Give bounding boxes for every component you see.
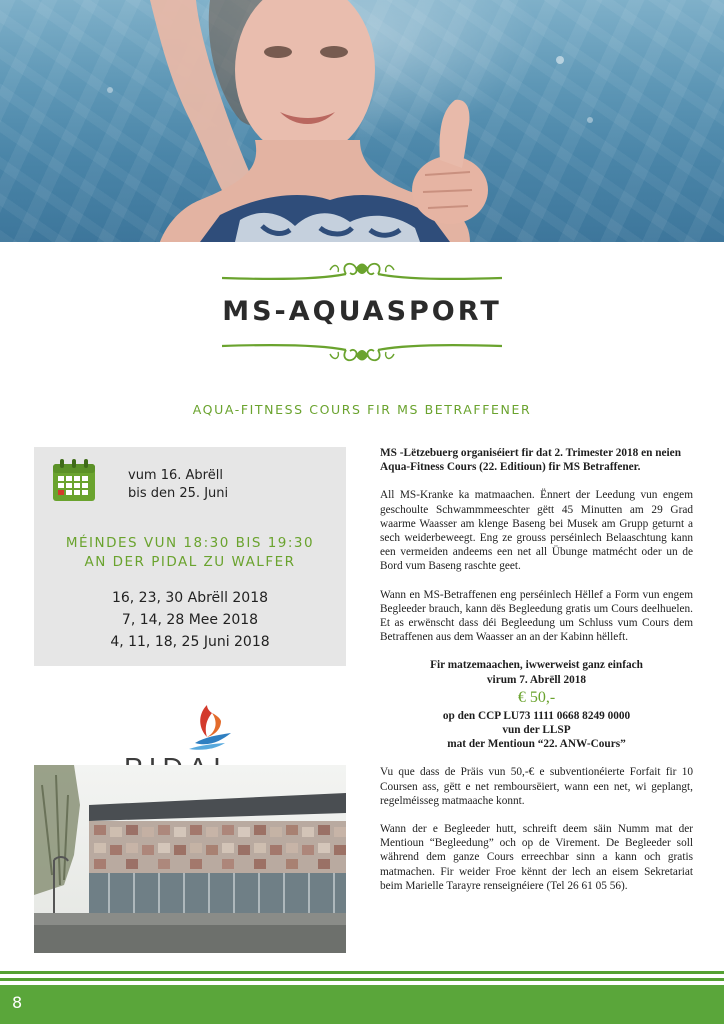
payment-reference: mat der Mentioun “22. ANW-Cours” (447, 738, 626, 751)
footer-bar (0, 985, 724, 1024)
payment-line: Fir matzemaachen, iwwerweist ganz einfach (430, 659, 643, 672)
article-paragraph: Vu que dass de Präis vun 50,-€ e subventionéierte Forfait fir 10 Coursen ass, gëtt e net remboursëiert, wann een net, wi geplangt, regelméisseg matmaache konnt. (380, 766, 693, 807)
ornament-top (222, 258, 502, 286)
dates-may: 7, 14, 28 Mee 2018 (121, 612, 259, 628)
payment-price: € 50,- (517, 688, 556, 706)
article-lead: MS -Lëtzebuerg organiséiert fir dat 2. Trimester 2018 en neien Aqua-Fitness Cours (22. Editioun) fir MS Betraffener. (380, 447, 681, 474)
schedule-time-line: MÉINDES VUN 18:30 BIS 19:30 (65, 535, 315, 551)
article-paragraph: Wann en MS-Betraffenen eng perséinlech Hëllef a Form vun engem Begleeder brauch, kann dës Begleedung gratis um Cours deelhuelen. Et as erwënscht dass déi Begleedung um Schluss vum Cours dem Betraffenen aus dem Waasser an an der Kabinn hëlleft. (380, 588, 693, 644)
dates-june: 4, 11, 18, 25 Juni 2018 (110, 634, 270, 650)
date-range (128, 467, 228, 503)
date-range-start: vum 16. Abrëll (128, 468, 223, 483)
hero-photo (0, 0, 724, 242)
schedule-time (34, 534, 346, 572)
dates-april: 16, 23, 30 Abrëll 2018 (111, 590, 269, 606)
article-text (380, 446, 693, 907)
article-paragraph: Wann der e Begleeder hutt, schreift deem säin Numm mat der Mentioun “Begleedung” och op de Virement. De Begleeder soll während dem ganze Cours erreechbar sinn a kann och gratis matmachen. Fir weider Froe kënnt der lech an eisem Sekretariat beim Marielle Tarayre renseignéiere (Tel 26 61 05 56). (380, 823, 693, 892)
swimmer-illustration (0, 0, 724, 242)
ornament-bottom (222, 336, 502, 364)
payment-info (380, 658, 693, 751)
payment-deadline: virum 7. Abrëll 2018 (486, 673, 587, 686)
date-range-end: bis den 25. Juni (128, 486, 229, 501)
dates-list (34, 587, 346, 653)
payment-beneficiary: vun der LLSP (502, 724, 571, 737)
schedule-location-line: AN DER PIDAL ZU WALFER (84, 554, 296, 570)
schedule-box (34, 447, 346, 666)
building-photo (34, 765, 346, 953)
payment-account: op den CCP LU73 1111 0668 8249 0000 (442, 709, 631, 722)
article-paragraph: All MS-Kranke ka matmaachen. Ënnert der Leedung vun engem geschoulte Schwammmeeschter gëtt 45 Minutten am 29 Grad waarme Waasser am klenge Baseng bei Musek am Grupp geturnt a sech weiderbeweegt. Eng ze grouss perséinlech Belaaschtung kann een vermeiden andeems een net all Übunge matmécht oder un de Bord vum Baseng raschte geet. (380, 489, 693, 573)
page-number: 8 (12, 993, 23, 1012)
calendar-icon (52, 458, 96, 502)
page-subtitle: AQUA-FITNESS COURS FIR MS BETRAFFENER (192, 402, 532, 417)
footer-rule (0, 978, 724, 981)
page-title: MS-AQUASPORT (222, 296, 502, 327)
pidal-logo-icon (185, 703, 235, 751)
footer-rule (0, 971, 724, 974)
